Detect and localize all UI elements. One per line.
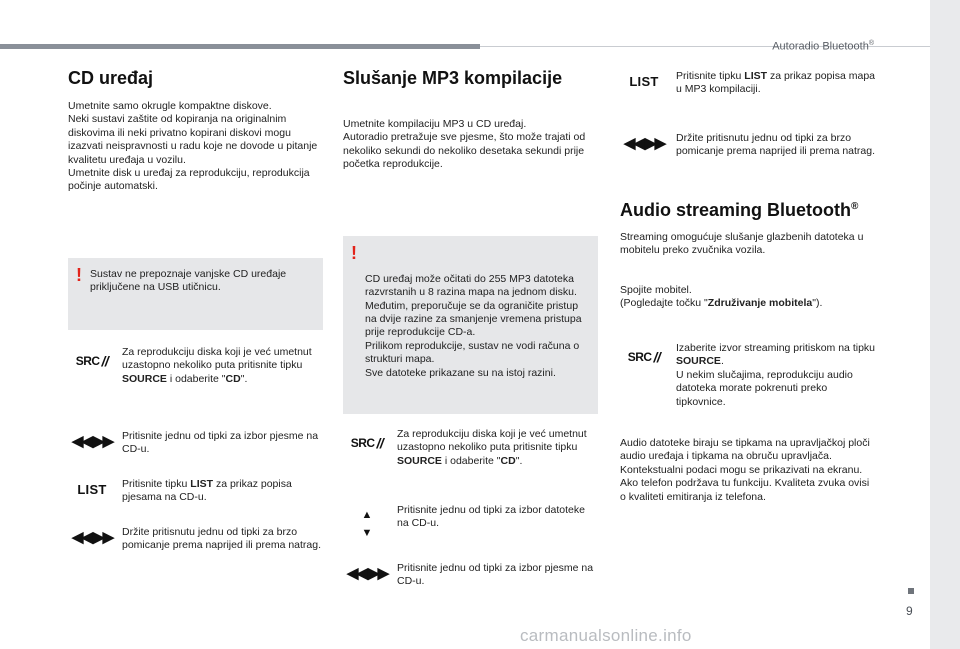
cd-seek-text: Pritisnite jednu od tipki za izbor pjesme na CD-u. <box>122 430 319 456</box>
mp3-updown-text: Pritisnite jednu od tipki za izbor datoteke na CD-u. <box>397 504 585 530</box>
cd-list-row <box>68 478 323 508</box>
bt-outro: Audio datoteke biraju se tipkama na upravljačkoj ploči audio uređaja i tipkama na obruču upravljača. Kontekstualni podaci mogu se prikazivati na ekranu. Ako telefon podržava tu funkciju. Kvaliteta zvuka ovisi o kvaliteti emitiranja iz telefona. <box>620 437 870 503</box>
cd-hold-text: Držite pritisnutu jednu od tipki za brzo pomicanje prema naprijed ili prema natrag. <box>122 526 322 552</box>
mp3-list-text: Pritisnite tipku LIST za prikaz popisa mapa u MP3 kompilaciji. <box>676 70 876 96</box>
bt-pair-text: Spojite mobitel. (Pogledajte točku "Združivanje mobitela"). <box>620 284 823 310</box>
section-title-bluetooth: Audio streaming Bluetooth® <box>620 200 859 220</box>
cd-source-row <box>68 346 323 410</box>
down-arrow-icon: ▼ <box>361 527 373 539</box>
src-icon: SRC // <box>350 435 384 451</box>
seek-icon: ◀◀ ▶▶ <box>346 565 388 582</box>
mp3-seek-row <box>343 562 598 592</box>
bt-source-text: Izaberite izvor streaming pritiskom na tipku SOURCE. U nekim slučajima, reprodukciju audio datoteka morate pokrenuti preko tipkovnice. <box>676 342 875 408</box>
header-bar <box>0 44 480 49</box>
warning-icon: ! <box>351 243 357 263</box>
mp3-hold-text: Držite pritisnutu jednu od tipki za brzo pomicanje prema naprijed ili prema natrag. <box>676 132 876 158</box>
side-strip <box>930 0 960 649</box>
list-icon: LIST <box>77 481 107 497</box>
seek-icon: ◀◀ ▶▶ <box>623 135 665 152</box>
mp3-seek-text: Pritisnite jednu od tipki za izbor pjesme na CD-u. <box>397 562 594 588</box>
page-marker <box>908 588 914 594</box>
page-header-title: Autoradio Bluetooth® <box>772 40 874 53</box>
warning-icon: ! <box>76 265 82 285</box>
section-title-mp3: Slušanje MP3 kompilacije <box>343 68 563 88</box>
cd-list-text: Pritisnite tipku LIST za prikaz popisa pjesama na CD-u. <box>122 478 292 504</box>
mp3-list-row <box>620 70 880 100</box>
cd-intro: Umetnite samo okrugle kompaktne diskove. Neki sustavi zaštite od kopiranja na originalnim diskovima ili neki privatno kopirani diskovi mogu izazvati neispravnosti u radu koje ne dovode u pitanje kvalitetu uređaja u vozilu. Umetnite disk u uređaj za reprodukciju, reprodukcija počinje automatski. <box>68 100 318 193</box>
seek-icon: ◀◀ ▶▶ <box>71 433 113 450</box>
mp3-warning-text: CD uređaj može očitati do 255 MP3 datoteka razvrstanih u 8 razina mapa na jednom disku. Međutim, preporučuje se da ograničite pristup na dvije razine za smanjenje vremena pristupa prije reprodukcije CD-a. Prilikom reprodukcije, sustav ne vodi računa o strukturi mapa. Sve datoteke prikazane su na istoj razini. <box>365 272 582 379</box>
cd-seek-row <box>68 430 323 460</box>
watermark: carmanualsonline.info <box>520 626 692 645</box>
bt-intro: Streaming omogućuje slušanje glazbenih datoteka u mobitelu preko zvučnika vozila. <box>620 231 864 257</box>
mp3-source-row <box>343 428 598 492</box>
up-down-icon <box>343 504 391 544</box>
mp3-warning-box <box>343 236 598 414</box>
src-icon: SRC // <box>627 349 661 365</box>
mp3-updown-row <box>343 504 598 544</box>
cd-source-text: Za reprodukciju diska koji je već umetnut uzastopno nekoliko puta pritisnite tipku SOURCE i odaberite "CD". <box>122 346 312 385</box>
section-title-cd: CD uređaj <box>68 68 154 88</box>
seek-icon: ◀◀ ▶▶ <box>71 529 113 546</box>
mp3-hold-row <box>620 132 880 174</box>
mp3-source-text: Za reprodukciju diska koji je već umetnut uzastopno nekoliko puta pritisnite tipku SOURCE i odaberite "CD". <box>397 428 587 467</box>
up-arrow-icon: ▲ <box>361 509 373 521</box>
src-icon: SRC // <box>75 353 109 369</box>
page-number: 9 <box>906 604 913 618</box>
list-icon: LIST <box>629 73 659 89</box>
cd-warning-box <box>68 258 323 330</box>
cd-hold-row <box>68 526 323 568</box>
mp3-intro: Umetnite kompilaciju MP3 u CD uređaj. Autoradio pretražuje sve pjesme, što može trajati od nekoliko sekundi do nekoliko desetaka sekundi prije početka reprodukcije. <box>343 118 586 171</box>
cd-warning-text: Sustav ne prepoznaje vanjske CD uređaje priključene na USB utičnicu. <box>90 268 287 294</box>
bt-source-row <box>620 342 880 416</box>
